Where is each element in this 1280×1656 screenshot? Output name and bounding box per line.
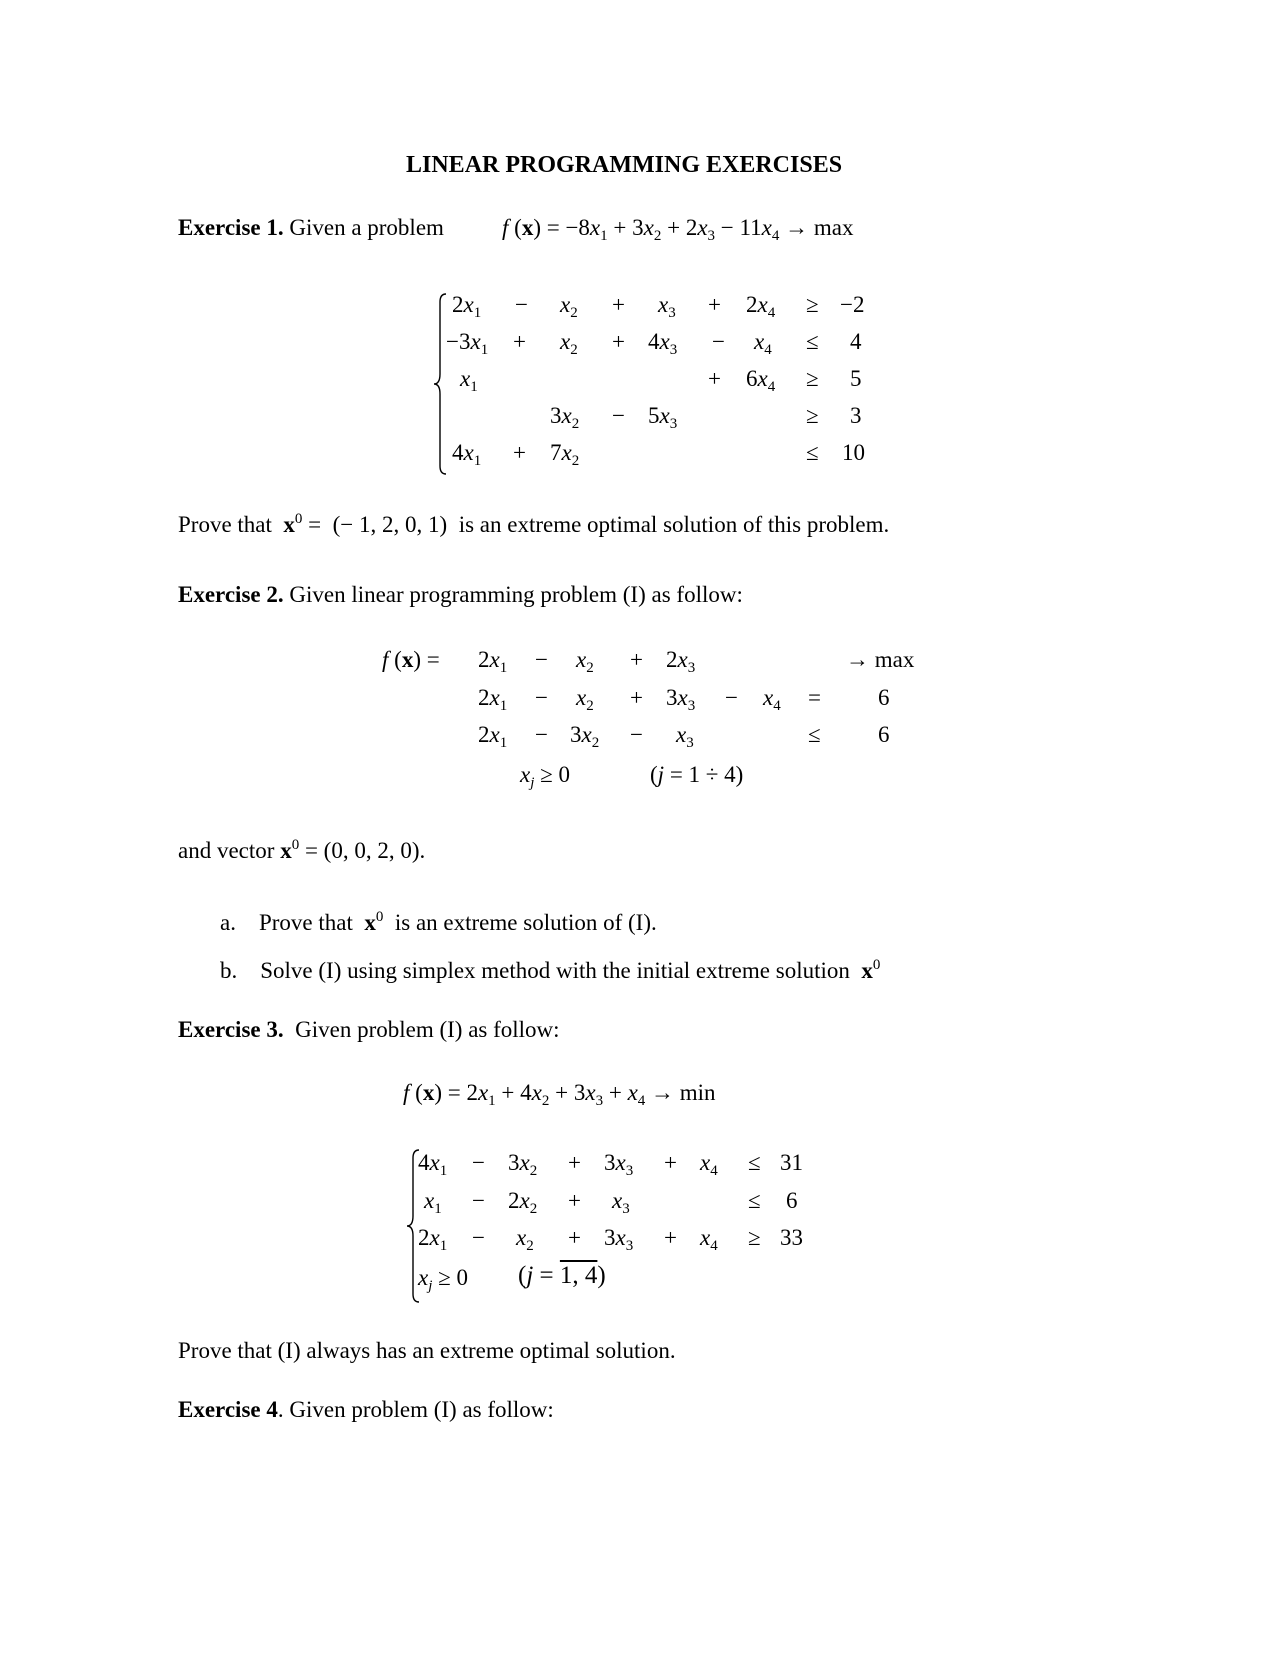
constraint-rhs: 33 — [780, 1225, 803, 1250]
constraint-term: $-3x_1$ — [446, 329, 489, 358]
constraint-operator: + — [664, 1150, 677, 1175]
constraint-relation: = — [808, 685, 821, 710]
exercise-3-intro: Given problem (I) as follow: — [295, 1017, 560, 1042]
constraint-term: $3x_3$ — [666, 685, 696, 714]
constraint-operator: − — [712, 329, 725, 354]
constraint-operator: − — [472, 1225, 485, 1250]
exercise-1-point: (− 1, 2, 0, 1) — [332, 512, 448, 537]
exercise-2-intro: Given linear programming problem (I) as follow: — [289, 582, 743, 607]
nonnegativity-constraint: $x_j \ge 0$ — [520, 762, 571, 791]
constraint-operator: + — [568, 1188, 581, 1213]
constraint-operator: + — [568, 1225, 581, 1250]
exercise-3-conclusion: Prove that (I) always has an extreme optimal solution. — [178, 1338, 676, 1363]
constraint-term: $x_2$ — [516, 1225, 534, 1254]
constraint-term: $4x_1$ — [418, 1150, 448, 1179]
item-a-text: Prove that — [258, 910, 353, 935]
exercise-1-heading — [178, 215, 444, 241]
exercise-1-prove-text: Prove that — [178, 512, 272, 537]
constraint-term: $6x_4$ — [746, 366, 776, 395]
exercise-1-objective: f $(x) = -8x_1 + 3x_2 + 2x_3 - 11x_4 \to \max$ — [502, 215, 854, 244]
constraint-term: $x_4$ — [700, 1150, 718, 1179]
constraint-term: $4x_1$ — [452, 440, 482, 469]
exercise-1-brace-icon — [432, 292, 448, 476]
constraint-operator: + — [568, 1150, 581, 1175]
exercise-1-label: Exercise 1. — [178, 215, 284, 240]
constraint-relation: ≥ — [806, 403, 819, 428]
exercise-3-objective: f $(x) = 2x_1 + 4x_2 + 3x_3 + x_4 \to \min$ — [403, 1080, 716, 1109]
constraint-rhs: −2 — [840, 292, 865, 317]
item-a-tail: is an extreme solution of (I). — [394, 910, 657, 935]
constraint-operator: − — [515, 292, 528, 317]
item-b-text: Solve (I) using simplex method with the initial extreme solution — [260, 958, 850, 983]
constraint-term: $3x_3$ — [604, 1150, 634, 1179]
constraint-operator: + — [513, 440, 526, 465]
constraint-term: $2x_3$ — [666, 647, 696, 676]
constraint-operator: + — [708, 292, 721, 317]
exercise-2-heading — [178, 582, 743, 608]
list-marker: a. — [220, 910, 236, 935]
constraint-relation: ≤ — [806, 329, 819, 354]
constraint-term: $x_2$ — [576, 647, 594, 676]
constraint-term: $x_1$ — [424, 1188, 442, 1217]
constraint-operator: + — [630, 647, 643, 672]
exercise-2-item-a: a. Prove that $x^0$ is an extreme solution of (I). — [220, 909, 657, 935]
nonnegativity-constraint: $x_j \ge 0$ — [418, 1265, 469, 1294]
list-marker: b. — [220, 958, 238, 983]
constraint-term: $3x_2$ — [508, 1150, 538, 1179]
constraint-relation: ≥ — [806, 366, 819, 391]
index-range: (j = 1, 4) — [518, 1262, 606, 1289]
constraint-operator: + — [708, 366, 721, 391]
constraint-term: $2x_2$ — [508, 1188, 538, 1217]
constraint-term: $3x_2$ — [570, 722, 600, 751]
constraint-rhs: 5 — [850, 366, 862, 391]
constraint-term: $2x_1$ — [478, 685, 508, 714]
exercise-2-item-b: b. Solve (I) using simplex method with the initial extreme solution $x^0$ — [220, 957, 881, 983]
constraint-term: $x_4$ — [754, 329, 772, 358]
exercise-3-objective-min: → min — [651, 1080, 716, 1105]
constraint-operator: − — [725, 685, 738, 710]
exercise-1-objective-max: → max — [785, 215, 854, 240]
constraint-rhs: 4 — [850, 329, 862, 354]
exercise-2-vector-line: and vector $x^0 = (0$, 0, 2, 0). — [178, 837, 426, 863]
constraint-rhs: 31 — [780, 1150, 803, 1175]
constraint-term: $3x_2$ — [550, 403, 580, 432]
constraint-operator: − — [612, 403, 625, 428]
constraint-rhs: 6 — [878, 685, 890, 710]
exercise-2-vector-intro: and vector — [178, 838, 275, 863]
constraint-operator: − — [535, 722, 548, 747]
constraint-relation: ≤ — [808, 722, 821, 747]
constraint-relation: ≥ — [806, 292, 819, 317]
constraint-rhs: 3 — [850, 403, 862, 428]
constraint-operator: − — [472, 1188, 485, 1213]
page-title: LINEAR PROGRAMMING EXERCISES — [406, 152, 843, 178]
constraint-operator: − — [630, 722, 643, 747]
exercise-1-prove-tail: is an extreme optimal solution of this problem. — [458, 512, 890, 537]
constraint-term: $x_2$ — [560, 292, 578, 321]
constraint-term: $x_1$ — [460, 366, 478, 395]
constraint-term: $x_3$ — [676, 722, 694, 751]
exercise-2-label: Exercise 2. — [178, 582, 284, 607]
exercise-4-heading — [178, 1397, 554, 1423]
constraint-term: $2x_4$ — [746, 292, 776, 321]
constraint-relation: ≥ — [748, 1225, 761, 1250]
constraint-operator: − — [535, 685, 548, 710]
constraint-term: $7x_2$ — [550, 440, 580, 469]
exercise-4-intro: . Given problem (I) as follow: — [277, 1397, 554, 1422]
constraint-term: $x_4$ — [763, 685, 781, 714]
constraint-operator: + — [664, 1225, 677, 1250]
constraint-operator: + — [630, 685, 643, 710]
constraint-term: $x_4$ — [700, 1225, 718, 1254]
exercise-2-vector: (0, 0, 2, 0). — [323, 838, 426, 863]
exercise-2-objective-max: → max — [846, 647, 915, 672]
exercise-3-heading — [178, 1017, 560, 1043]
exercise-1-intro: Given a problem — [289, 215, 444, 240]
constraint-relation: ≤ — [748, 1150, 761, 1175]
index-range: (j = 1 ÷ 4) — [650, 762, 744, 787]
constraint-term: $x_3$ — [658, 292, 676, 321]
constraint-rhs: 10 — [842, 440, 865, 465]
constraint-rhs: 6 — [786, 1188, 798, 1213]
constraint-operator: + — [612, 292, 625, 317]
constraint-term: $2x_1$ — [452, 292, 482, 321]
constraint-term: $4x_3$ — [648, 329, 678, 358]
constraint-relation: ≤ — [748, 1188, 761, 1213]
exercise-1-prove-line: Prove that $x^0$ = (− 1, 2, 0, 1) is an extreme optimal solution of this problem. — [178, 511, 890, 537]
constraint-term: $x_3$ — [612, 1188, 630, 1217]
constraint-term: $2x_1$ — [418, 1225, 448, 1254]
constraint-term: $x_2$ — [576, 685, 594, 714]
constraint-operator: + — [513, 329, 526, 354]
constraint-term: $5x_3$ — [648, 403, 678, 432]
exercise-3-label: Exercise 3. — [178, 1017, 284, 1042]
constraint-term: $2x_1$ — [478, 647, 508, 676]
constraint-term: $2x_1$ — [478, 722, 508, 751]
exercise-2-objective-lhs: f (x) = — [382, 647, 440, 672]
constraint-term: $3x_3$ — [604, 1225, 634, 1254]
exercise-4-label: Exercise 4 — [178, 1397, 278, 1422]
constraint-rhs: 6 — [878, 722, 890, 747]
constraint-operator: + — [612, 329, 625, 354]
constraint-operator: − — [535, 647, 548, 672]
constraint-relation: ≤ — [806, 440, 819, 465]
constraint-operator: − — [472, 1150, 485, 1175]
constraint-term: $x_2$ — [560, 329, 578, 358]
